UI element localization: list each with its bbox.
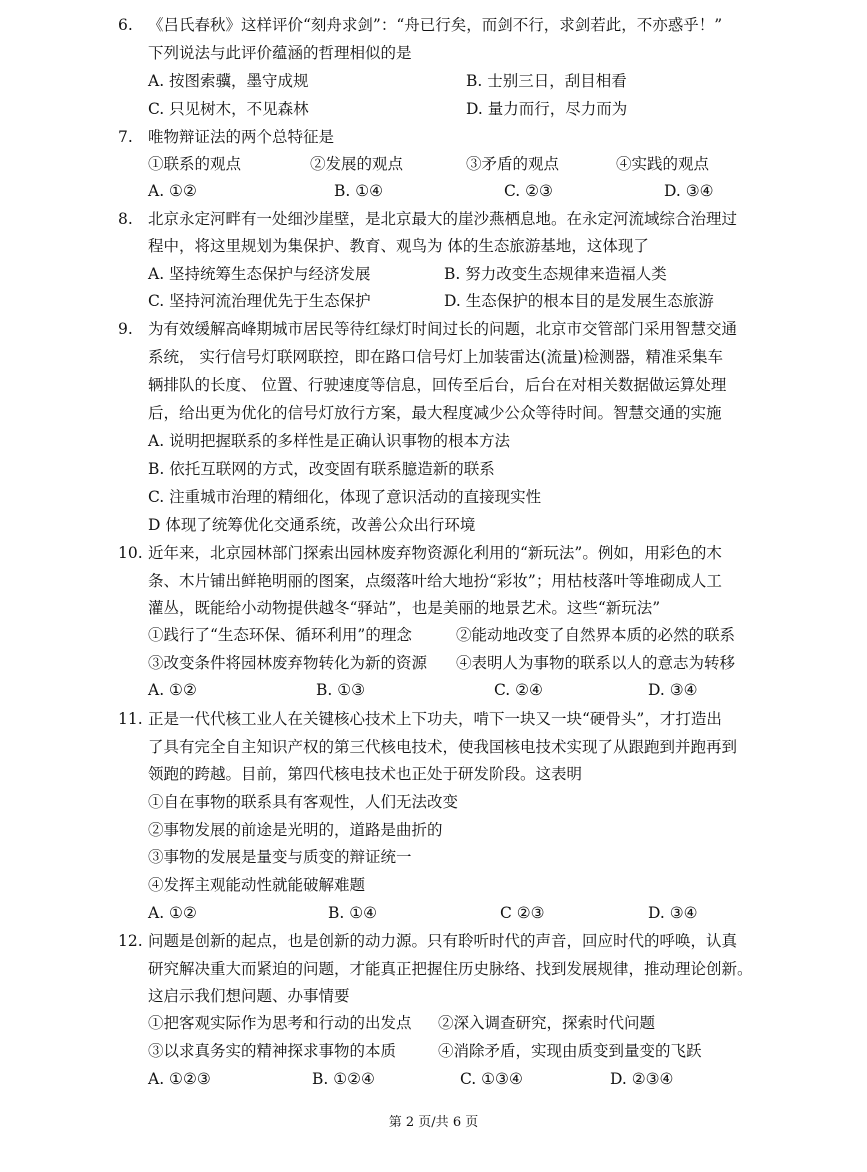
question-12-option-c: C. ①③④	[460, 1070, 523, 1088]
question-11-stem-line: 了具有完全自主知识产权的第三代核电技术，使我国核电技术实现了从跟跑到并跑再到	[148, 738, 738, 756]
question-12-number: 12.	[118, 932, 143, 950]
question-11-item: ③事物的发展是量变与质变的辩证统一	[148, 848, 412, 866]
question-12-item: ③以求真务实的精神探求事物的本质	[148, 1042, 397, 1060]
question-12-option-a: A. ①②③	[148, 1070, 211, 1088]
question-6-option-c: C. 只见树木，不见森林	[148, 100, 309, 118]
question-8-option-c: C. 坚持河流治理优先于生态保护	[148, 292, 371, 310]
question-10-number: 10.	[118, 544, 143, 562]
question-10-item: ③改变条件将园林废弃物转化为新的资源	[148, 654, 428, 672]
question-11-option-c: C ②③	[500, 904, 545, 922]
question-11-stem-line: 领跑的跨越。目前，第四代核电技术也正处于研发阶段。这表明	[148, 765, 583, 783]
question-6-number: 6.	[118, 16, 133, 34]
question-10-item: ②能动地改变了自然界本质的必然的联系	[456, 626, 736, 644]
question-8-number: 8.	[118, 210, 133, 228]
question-8-option-d: D. 生态保护的根本目的是发展生态旅游	[444, 292, 714, 310]
question-12-stem-line: 研究解决重大而紧迫的问题，才能真正把握住历史脉络、找到发展规律，推动理论创新。	[148, 960, 753, 978]
question-9-option-a: A. 说明把握联系的多样性是正确认识事物的根本方法	[148, 432, 511, 450]
page-footer: 第 2 页/共 6 页	[388, 1115, 479, 1130]
question-6-stem-line: 下列说法与此评价蕴涵的哲理相似的是	[148, 44, 412, 62]
question-11-option-b: B. ①④	[328, 904, 378, 922]
question-12-option-d: D. ②③④	[610, 1070, 674, 1088]
question-9-option-d: D 体现了统筹优化交通系统，改善公众出行环境	[148, 516, 476, 534]
question-11-item: ①自在事物的联系具有客观性，人们无法改变	[148, 793, 459, 811]
question-7-stem-line: 唯物辩证法的两个总特征是	[148, 128, 335, 146]
question-10-stem-line: 近年来，北京园林部门探索出园林废弃物资源化利用的“新玩法”。例如，用彩色的木	[148, 544, 722, 562]
question-11-item: ④发挥主观能动性就能破解难题	[148, 876, 366, 894]
question-11-number: 11.	[118, 710, 143, 728]
question-12-stem-line: 问题是创新的起点，也是创新的动力源。只有聆听时代的声音，回应时代的呼唤，认真	[148, 932, 738, 950]
question-11-stem-line: 正是一代代核工业人在关键核心技术上下功夫，啃下一块又一块“硬骨头”，才打造出	[148, 710, 722, 728]
question-9-number: 9.	[118, 320, 133, 338]
question-8-option-b: B. 努力改变生态规律来造福人类	[444, 265, 667, 283]
question-12-stem-line: 这启示我们想问题、办事情要	[148, 987, 350, 1005]
question-10-item: ④表明人为事物的联系以人的意志为转移	[456, 654, 736, 672]
question-6-option-b: B. 士别三日，刮目相看	[466, 72, 627, 90]
question-10-option-b: B. ①③	[316, 681, 366, 699]
question-7-item: ①联系的观点	[148, 155, 242, 173]
question-8-stem-line: 程中，将这里规划为集保护、教育、观鸟为 体的生态旅游基地，这体现了	[148, 237, 649, 255]
question-7-item: ④实践的观点	[616, 155, 710, 173]
question-8-option-a: A. 坚持统筹生态保护与经济发展	[148, 265, 371, 283]
question-12-item: ④消除矛盾，实现由质变到量变的飞跃	[438, 1042, 702, 1060]
question-9-stem-line: 辆排队的长度、 位置、行驶速度等信息，回传至后台，后台在对相关数据做运算处理	[148, 376, 727, 394]
question-10-stem-line: 条、木片铺出鲜艳明丽的图案，点缀落叶给大地扮“彩妆”；用枯枝落叶等堆砌成人工	[148, 572, 722, 590]
question-7-number: 7.	[118, 128, 133, 146]
question-12-item: ①把客观实际作为思考和行动的出发点	[148, 1014, 412, 1032]
question-11-item: ②事物发展的前途是光明的，道路是曲折的	[148, 821, 443, 839]
question-6-stem-line: 《吕氏春秋》这样评价“刻舟求剑”：“舟已行矣，而剑不行，求剑若此，不亦惑乎！”	[148, 16, 723, 34]
question-9-option-c: C. 注重城市治理的精细化，体现了意识活动的直接现实性	[148, 488, 542, 506]
question-8-stem-line: 北京永定河畔有一处细沙崖壁，是北京最大的崖沙燕栖息地。在永定河流域综合治理过	[148, 210, 738, 228]
question-9-stem-line: 系统， 实行信号灯联网联控，即在路口信号灯上加装雷达(流量)检测器，精准采集车	[148, 348, 724, 366]
question-7-item: ②发展的观点	[310, 155, 404, 173]
question-7-item: ③矛盾的观点	[466, 155, 560, 173]
question-9-option-b: B. 依托互联网的方式，改变固有联系臆造新的联系	[148, 460, 495, 478]
question-6-option-a: A. 按图索骥，墨守成规	[148, 72, 309, 90]
question-10-stem-line: 灌丛，既能给小动物提供越冬“驿站”，也是美丽的地景艺术。这些“新玩法”	[148, 599, 661, 617]
question-11-option-a: A. ①②	[148, 904, 197, 922]
question-6-option-d: D. 量力而行，尽力而为	[466, 100, 628, 118]
question-9-stem-line: 后，给出更为优化的信号灯放行方案，最大程度减少公众等待时间。智慧交通的实施	[148, 404, 722, 422]
question-7-option-b: B. ①④	[334, 182, 384, 200]
question-10-item: ①践行了“生态环保、循环利用”的理念	[148, 626, 412, 644]
question-10-option-c: C. ②④	[494, 681, 543, 699]
question-10-option-a: A. ①②	[148, 681, 197, 699]
question-10-option-d: D. ③④	[648, 681, 698, 699]
question-7-option-a: A. ①②	[148, 182, 197, 200]
question-7-option-c: C. ②③	[504, 182, 553, 200]
question-9-stem-line: 为有效缓解高峰期城市居民等待红绿灯时间过长的问题，北京市交管部门采用智慧交通	[148, 320, 738, 338]
question-12-item: ②深入调查研究，探索时代问题	[438, 1014, 656, 1032]
question-12-option-b: B. ①②④	[312, 1070, 375, 1088]
question-7-option-d: D. ③④	[664, 182, 714, 200]
question-11-option-d: D. ③④	[648, 904, 698, 922]
